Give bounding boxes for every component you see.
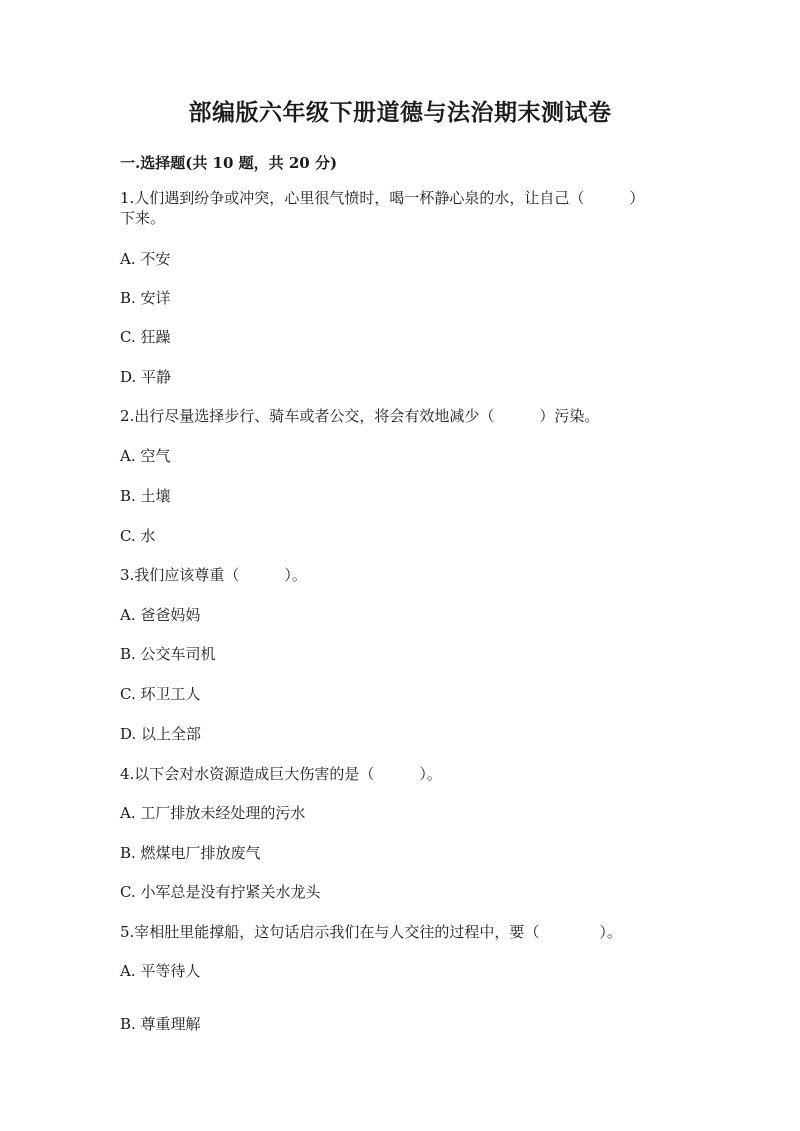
question-2-option-c: C. 水	[120, 527, 156, 545]
question-4-option-a: A. 工厂排放未经处理的污水	[120, 804, 306, 822]
question-5-option-a: A. 平等待人	[120, 962, 201, 980]
question-1-option-c: C. 狂躁	[120, 328, 171, 346]
question-2-option-a: A. 空气	[120, 447, 171, 465]
question-3-option-d: D. 以上全部	[120, 725, 202, 743]
question-1-stem-line2: 下来。	[120, 209, 166, 227]
question-4-stem: 4.以下会对水资源造成巨大伤害的是（ ）。	[120, 765, 442, 783]
question-1-option-a: A. 不安	[120, 250, 171, 268]
question-1-stem	[120, 188, 680, 228]
question-5-stem: 5.宰相肚里能撑船，这句话启示我们在与人交往的过程中，要（ ）。	[120, 923, 622, 941]
section-heading: 一.选择题(共 10 题，共 20 分)	[120, 154, 338, 172]
question-1-option-b: B. 安详	[120, 289, 171, 307]
question-3-option-b: B. 公交车司机	[120, 645, 216, 663]
question-2-stem: 2.出行尽量选择步行、骑车或者公交，将会有效地减少（ ）污染。	[120, 407, 600, 425]
question-1-stem-line1: 1.人们遇到纷争或冲突，心里很气愤时，喝一杯静心泉的水，让自己（ ）	[120, 189, 645, 207]
question-4-option-c: C. 小军总是没有拧紧关水龙头	[120, 883, 321, 901]
question-4-option-b: B. 燃煤电厂排放废气	[120, 844, 261, 862]
page-title: 部编版六年级下册道德与法治期末测试卷	[188, 99, 612, 126]
question-2-option-b: B. 土壤	[120, 487, 171, 505]
question-3-stem: 3.我们应该尊重（ ）。	[120, 566, 307, 584]
question-1-option-d: D. 平静	[120, 368, 172, 386]
question-3-option-a: A. 爸爸妈妈	[120, 606, 201, 624]
question-3-option-c: C. 环卫工人	[120, 685, 201, 703]
question-5-option-b: B. 尊重理解	[120, 1015, 201, 1033]
